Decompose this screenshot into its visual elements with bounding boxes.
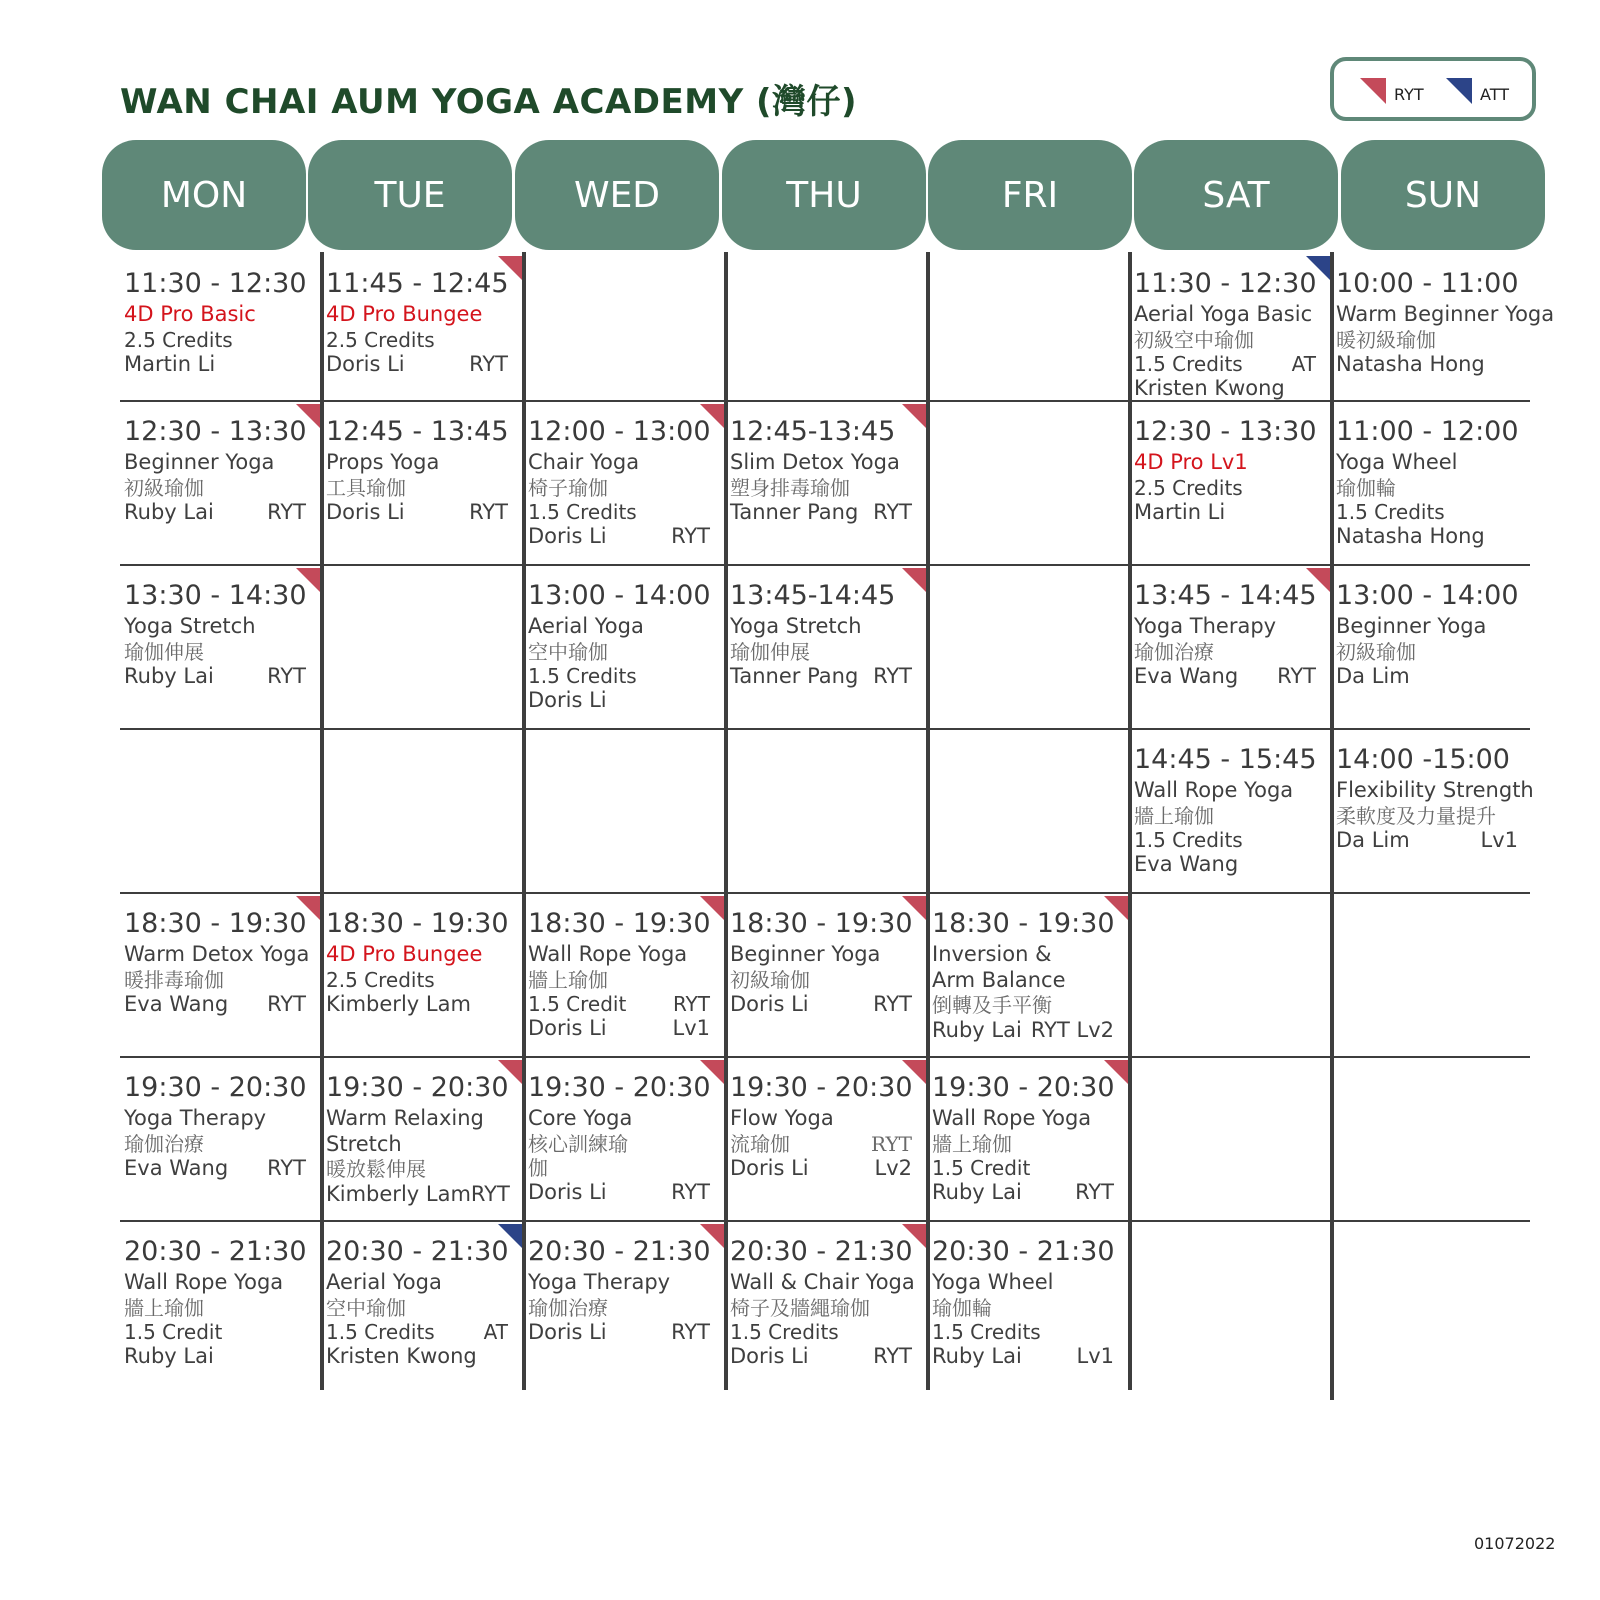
class-name-zh: 初級空中瑜伽 [1134, 327, 1254, 352]
class-cell[interactable] [524, 404, 724, 562]
class-instructor-tag: RYT [267, 1155, 306, 1180]
class-name: Warm Detox Yoga [124, 941, 310, 966]
class-name-cont: Arm Balance [932, 967, 1066, 992]
class-instructor-row [730, 1344, 912, 1370]
class-name-zh: 牆上瑜伽 [528, 967, 608, 992]
class-name: Wall Rope Yoga [932, 1105, 1092, 1130]
class-time: 20:30 - 21:30 [124, 1236, 307, 1267]
class-instructor-row [528, 524, 710, 550]
class-cell[interactable] [726, 1060, 926, 1218]
class-name: Yoga Wheel [932, 1269, 1054, 1294]
class-cell[interactable] [120, 256, 320, 398]
class-time: 14:45 - 15:45 [1134, 744, 1317, 775]
class-instructor: Natasha Hong [1336, 351, 1485, 376]
class-instructor-row [932, 1344, 1114, 1370]
class-time: 12:45-13:45 [730, 416, 896, 447]
class-instructor-row [528, 1016, 710, 1042]
class-name-zh: 牆上瑜伽 [1134, 803, 1214, 828]
class-instructor: Kristen Kwong [1134, 376, 1285, 401]
class-instructor-tag: RYT [873, 991, 912, 1016]
class-name-zh: 倒轉及手平衡 [932, 993, 1052, 1018]
ryt-flag-icon [902, 568, 926, 592]
class-credits: 1.5 Credits [1134, 827, 1243, 852]
class-cell[interactable] [120, 1060, 320, 1218]
day-header-wed: WED [515, 140, 719, 250]
class-instructor: Ruby Lai [932, 1017, 1022, 1042]
class-name-zh: 瑜伽治療 [124, 1131, 204, 1156]
class-name-zh: 暖排毒瑜伽 [124, 967, 224, 992]
class-instructor: Doris Li [326, 499, 405, 524]
class-cell[interactable] [120, 1224, 320, 1388]
class-instructor-row [730, 992, 912, 1018]
ryt-flag-icon [902, 896, 926, 920]
class-instructor-tag: RYT [469, 351, 508, 376]
class-instructor-tag: RYT [1277, 663, 1316, 688]
class-instructor-row [326, 500, 508, 526]
class-instructor-row [932, 1018, 1114, 1044]
class-instructor-row [528, 1320, 710, 1346]
class-cell[interactable] [1332, 568, 1532, 726]
ryt-flag-icon [700, 1224, 724, 1248]
class-cell[interactable] [120, 568, 320, 726]
class-time: 19:30 - 20:30 [528, 1072, 711, 1103]
class-cell[interactable] [322, 1060, 522, 1218]
class-instructor: Kristen Kwong [326, 1344, 477, 1369]
ryt-flag-icon [1104, 1060, 1128, 1084]
class-name: Warm Beginner Yoga [1336, 301, 1555, 326]
class-name: Beginner Yoga [1336, 613, 1487, 638]
class-name: Slim Detox Yoga [730, 449, 900, 474]
class-time: 13:00 - 14:00 [1336, 580, 1519, 611]
class-name-zh: 空中瑜伽 [528, 639, 608, 664]
class-name: Flow Yoga [730, 1105, 834, 1130]
class-name-zh: 瑜伽輪 [1336, 475, 1396, 500]
class-credits: 2.5 Credits [326, 967, 435, 992]
class-instructor-tag: RYT [1075, 1180, 1114, 1205]
class-name: Inversion & [932, 941, 1052, 966]
class-name-zh: 暖初級瑜伽 [1336, 327, 1436, 352]
class-instructor-tag: RYT [267, 663, 306, 688]
ryt-flag-icon [1104, 896, 1128, 920]
class-instructor-tag: RYT [671, 1180, 710, 1205]
class-instructor-tag: Lv1 [1076, 1344, 1114, 1369]
class-instructor-row [730, 664, 912, 690]
class-name-zh: 流瑜伽 [730, 1131, 790, 1156]
page-title: WAN CHAI AUM YOGA ACADEMY (灣仔) [120, 82, 858, 122]
ryt-flag-icon [498, 1060, 522, 1084]
class-cell[interactable] [524, 568, 724, 726]
class-cell[interactable] [1332, 732, 1532, 890]
class-credits: 1.5 Credit [124, 1319, 223, 1344]
class-name-zh: 初級瑜伽 [124, 475, 204, 500]
class-instructor-tag: RYT [470, 1181, 510, 1206]
class-name: Yoga Therapy [528, 1269, 671, 1294]
class-time: 13:45 - 14:45 [1134, 580, 1317, 611]
class-cell[interactable] [1130, 404, 1330, 562]
class-name: Aerial Yoga [326, 1269, 442, 1294]
class-credits: 2.5 Credits [326, 327, 435, 352]
class-instructor-row [1134, 664, 1316, 690]
class-time: 12:45 - 13:45 [326, 416, 509, 447]
class-cell[interactable] [1130, 732, 1330, 890]
class-name-zh: 暖放鬆伸展 [326, 1157, 426, 1182]
ryt-flag-icon [700, 1060, 724, 1084]
class-instructor: Ruby Lai [124, 499, 214, 524]
class-instructor-tag: Lv1 [672, 1016, 710, 1041]
class-credits: 1.5 Credit [528, 991, 627, 1016]
class-name: Yoga Stretch [730, 613, 862, 638]
class-instructor-row [1336, 828, 1518, 854]
class-cell[interactable] [928, 896, 1128, 1054]
class-name-zh: 瑜伽伸展 [730, 639, 810, 664]
class-cell[interactable] [1332, 256, 1555, 398]
class-cell[interactable] [524, 896, 724, 1054]
class-instructor-tag: RYT [671, 524, 710, 549]
class-instructor-row [730, 500, 912, 526]
class-name: Aerial Yoga Basic [1134, 301, 1313, 326]
class-instructor-row [124, 992, 306, 1018]
class-time: 14:00 -15:00 [1336, 744, 1510, 775]
class-cell[interactable] [928, 1060, 1128, 1218]
class-instructor: Natasha Hong [1336, 524, 1485, 549]
class-instructor: Doris Li [528, 1319, 607, 1344]
class-instructor-row [124, 1156, 306, 1182]
class-time: 13:45-14:45 [730, 580, 896, 611]
class-name: Beginner Yoga [124, 449, 275, 474]
ryt-flag-icon [296, 568, 320, 592]
class-name-zh: 瑜伽輪 [932, 1295, 992, 1320]
class-credits-tag: AT [1291, 351, 1316, 376]
class-name: 4D Pro Basic [124, 301, 256, 326]
class-time: 13:00 - 14:00 [528, 580, 711, 611]
class-time: 20:30 - 21:30 [326, 1236, 509, 1267]
day-header-fri: FRI [928, 140, 1132, 250]
class-name: 4D Pro Lv1 [1134, 449, 1248, 474]
class-instructor-tag: RYT [469, 499, 508, 524]
class-time: 12:00 - 13:00 [528, 416, 711, 447]
ryt-flag-icon [902, 1224, 926, 1248]
class-name-zh: 初級瑜伽 [1336, 639, 1416, 664]
class-instructor: Doris Li [528, 1180, 607, 1205]
class-name-zh: 瑜伽治療 [1134, 639, 1214, 664]
class-instructor: Doris Li [528, 688, 607, 713]
ryt-flag-icon [902, 1060, 926, 1084]
class-credits: 1.5 Credits [528, 663, 637, 688]
class-instructor-tag: Lv2 [874, 1155, 912, 1180]
class-credits-row [1134, 352, 1316, 376]
class-instructor-tag: RYT [267, 991, 306, 1016]
class-time: 19:30 - 20:30 [932, 1072, 1115, 1103]
class-name: Flexibility Strength [1336, 777, 1534, 802]
ryt-flag-icon [1306, 568, 1330, 592]
grid-row-divider [120, 892, 1530, 894]
class-instructor: Ruby Lai [124, 1344, 214, 1369]
class-time: 12:30 - 13:30 [1134, 416, 1317, 447]
class-time: 19:30 - 20:30 [124, 1072, 307, 1103]
day-header-mon: MON [102, 140, 306, 250]
class-instructor-tag: RYT Lv2 [1030, 1017, 1114, 1042]
class-name: Wall Rope Yoga [528, 941, 688, 966]
grid-row-divider [120, 1056, 1530, 1058]
class-name: Yoga Wheel [1336, 449, 1458, 474]
class-name-zh: 初級瑜伽 [730, 967, 810, 992]
class-credits: 1.5 Credits [730, 1319, 839, 1344]
class-instructor-tag: RYT [873, 1344, 912, 1369]
class-instructor: Tanner Pang [730, 663, 859, 688]
grid-row-divider [120, 564, 1530, 566]
class-name-zh: 空中瑜伽 [326, 1295, 406, 1320]
class-name: Wall & Chair Yoga [730, 1269, 915, 1294]
class-name: Aerial Yoga [528, 613, 644, 638]
class-name-zh-row [730, 1132, 912, 1156]
class-instructor: Eva Wang [1134, 852, 1239, 877]
class-time: 18:30 - 19:30 [730, 908, 913, 939]
class-name-cont: Stretch [326, 1131, 402, 1156]
class-time: 19:30 - 20:30 [730, 1072, 913, 1103]
class-instructor: Doris Li [730, 1344, 809, 1369]
grid-row-divider [120, 728, 1530, 730]
class-name: Yoga Therapy [1134, 613, 1277, 638]
class-instructor: Da Lim [1336, 663, 1410, 688]
class-name: Props Yoga [326, 449, 440, 474]
class-credits: 2.5 Credits [124, 327, 233, 352]
legend-ryt-label: RYT [1394, 85, 1424, 104]
class-name: 4D Pro Bungee [326, 941, 483, 966]
class-instructor: Ruby Lai [124, 663, 214, 688]
class-name: Beginner Yoga [730, 941, 881, 966]
class-cell[interactable] [120, 404, 320, 562]
class-instructor: Doris Li [730, 991, 809, 1016]
class-instructor-row [932, 1180, 1114, 1206]
class-name-zh: 瑜伽伸展 [124, 639, 204, 664]
class-instructor-tag: RYT [873, 663, 912, 688]
ryt-flag-icon [700, 404, 724, 428]
class-credits-tag: RYT [672, 991, 710, 1016]
class-time: 11:45 - 12:45 [326, 268, 509, 299]
footer-code: 01072022 [1474, 1534, 1556, 1553]
class-cell[interactable] [120, 896, 320, 1054]
class-instructor: Tanner Pang [730, 499, 859, 524]
att-flag-icon [1306, 256, 1330, 280]
class-instructor-row [124, 500, 306, 526]
class-instructor: Doris Li [528, 524, 607, 549]
class-time: 11:30 - 12:30 [1134, 268, 1317, 299]
ryt-flag-icon [1360, 78, 1386, 104]
class-name: Wall Rope Yoga [124, 1269, 284, 1294]
class-name-zh: 椅子瑜伽 [528, 475, 608, 500]
class-instructor-tag: RYT [267, 499, 306, 524]
class-name-zh-tag: RYT [871, 1131, 912, 1156]
class-instructor-row [124, 664, 306, 690]
day-header-thu: THU [722, 140, 926, 250]
class-time: 11:00 - 12:00 [1336, 416, 1519, 447]
class-credits: 1.5 Credit [932, 1155, 1031, 1180]
class-instructor-tag: RYT [873, 499, 912, 524]
class-cell[interactable] [1332, 404, 1532, 562]
class-credits-row [528, 992, 710, 1016]
day-header-sat: SAT [1134, 140, 1338, 250]
class-credits: 2.5 Credits [1134, 475, 1243, 500]
class-instructor: Martin Li [1134, 499, 1226, 524]
att-flag-icon [1446, 78, 1472, 104]
class-instructor: Ruby Lai [932, 1180, 1022, 1205]
class-cell[interactable] [322, 256, 522, 398]
class-instructor: Da Lim [1336, 827, 1410, 852]
class-cell[interactable] [524, 1224, 724, 1388]
class-time: 20:30 - 21:30 [932, 1236, 1115, 1267]
legend [1330, 57, 1536, 121]
class-credits: 1.5 Credits [528, 499, 637, 524]
class-instructor-row [326, 1182, 508, 1208]
class-cell[interactable] [1130, 256, 1330, 401]
class-time: 10:00 - 11:00 [1336, 268, 1519, 299]
class-time: 11:30 - 12:30 [124, 268, 307, 299]
ryt-flag-icon [296, 896, 320, 920]
class-instructor: Ruby Lai [932, 1344, 1022, 1369]
class-name-zh: 牆上瑜伽 [124, 1295, 204, 1320]
class-time: 19:30 - 20:30 [326, 1072, 509, 1103]
class-credits: 1.5 Credits [1134, 351, 1243, 376]
day-header-tue: TUE [308, 140, 512, 250]
class-name-zh: 核心訓練瑜 [528, 1131, 628, 1156]
class-name-zh: 柔軟度及力量提升 [1336, 803, 1496, 828]
class-name: Yoga Therapy [124, 1105, 267, 1130]
class-name-zh: 塑身排毒瑜伽 [730, 475, 850, 500]
class-cell[interactable] [322, 896, 522, 1054]
class-cell[interactable] [928, 1224, 1128, 1388]
class-time: 18:30 - 19:30 [326, 908, 509, 939]
class-cell[interactable] [726, 1224, 926, 1388]
class-instructor: Eva Wang [1134, 663, 1239, 688]
class-instructor: Kimberly Lam [326, 991, 471, 1016]
class-instructor: Eva Wang [124, 1155, 229, 1180]
class-instructor: Martin Li [124, 351, 216, 376]
class-name: Warm Relaxing [326, 1105, 484, 1130]
class-cell[interactable] [726, 404, 926, 562]
class-name: Wall Rope Yoga [1134, 777, 1294, 802]
grid-column-divider [926, 252, 930, 1390]
class-name-zh: 工具瑜伽 [326, 475, 406, 500]
class-time: 20:30 - 21:30 [528, 1236, 711, 1267]
att-flag-icon [498, 1224, 522, 1248]
class-name: Chair Yoga [528, 449, 640, 474]
class-name: Core Yoga [528, 1105, 633, 1130]
class-name-zh-cont: 伽 [528, 1155, 548, 1180]
class-name-zh: 牆上瑜伽 [932, 1131, 1012, 1156]
class-name: Yoga Stretch [124, 613, 256, 638]
class-time: 12:30 - 13:30 [124, 416, 307, 447]
class-instructor: Doris Li [528, 1016, 607, 1041]
class-credits-row [326, 1320, 508, 1344]
class-instructor: Doris Li [730, 1155, 809, 1180]
class-instructor-row [528, 1180, 710, 1206]
class-name-zh: 椅子及牆繩瑜伽 [730, 1295, 870, 1320]
grid-row-divider [120, 1220, 1530, 1222]
class-cell[interactable] [322, 404, 522, 562]
class-cell[interactable] [726, 896, 926, 1054]
class-time: 13:30 - 14:30 [124, 580, 307, 611]
day-header-sun: SUN [1341, 140, 1545, 250]
ryt-flag-icon [902, 404, 926, 428]
class-cell[interactable] [1130, 568, 1330, 726]
ryt-flag-icon [296, 404, 320, 428]
class-credits: 1.5 Credits [326, 1319, 435, 1344]
class-credits-tag: AT [483, 1319, 508, 1344]
class-name: 4D Pro Bungee [326, 301, 483, 326]
class-cell[interactable] [322, 1224, 522, 1388]
class-time: 18:30 - 19:30 [528, 908, 711, 939]
class-cell[interactable] [726, 568, 926, 726]
class-credits: 1.5 Credits [1336, 499, 1445, 524]
class-instructor: Eva Wang [124, 991, 229, 1016]
class-instructor: Kimberly Lam [326, 1181, 471, 1206]
class-cell[interactable] [524, 1060, 724, 1218]
legend-att-label: ATT [1480, 85, 1509, 104]
class-time: 18:30 - 19:30 [124, 908, 307, 939]
class-instructor-row [730, 1156, 912, 1182]
class-time: 20:30 - 21:30 [730, 1236, 913, 1267]
class-credits: 1.5 Credits [932, 1319, 1041, 1344]
class-instructor-tag: Lv1 [1480, 827, 1518, 852]
class-instructor: Doris Li [326, 351, 405, 376]
class-name-zh: 瑜伽治療 [528, 1295, 608, 1320]
class-instructor-row [326, 352, 508, 378]
grid-row-divider [120, 400, 1530, 402]
class-instructor-tag: RYT [671, 1319, 710, 1344]
ryt-flag-icon [498, 256, 522, 280]
ryt-flag-icon [700, 896, 724, 920]
class-time: 18:30 - 19:30 [932, 908, 1115, 939]
